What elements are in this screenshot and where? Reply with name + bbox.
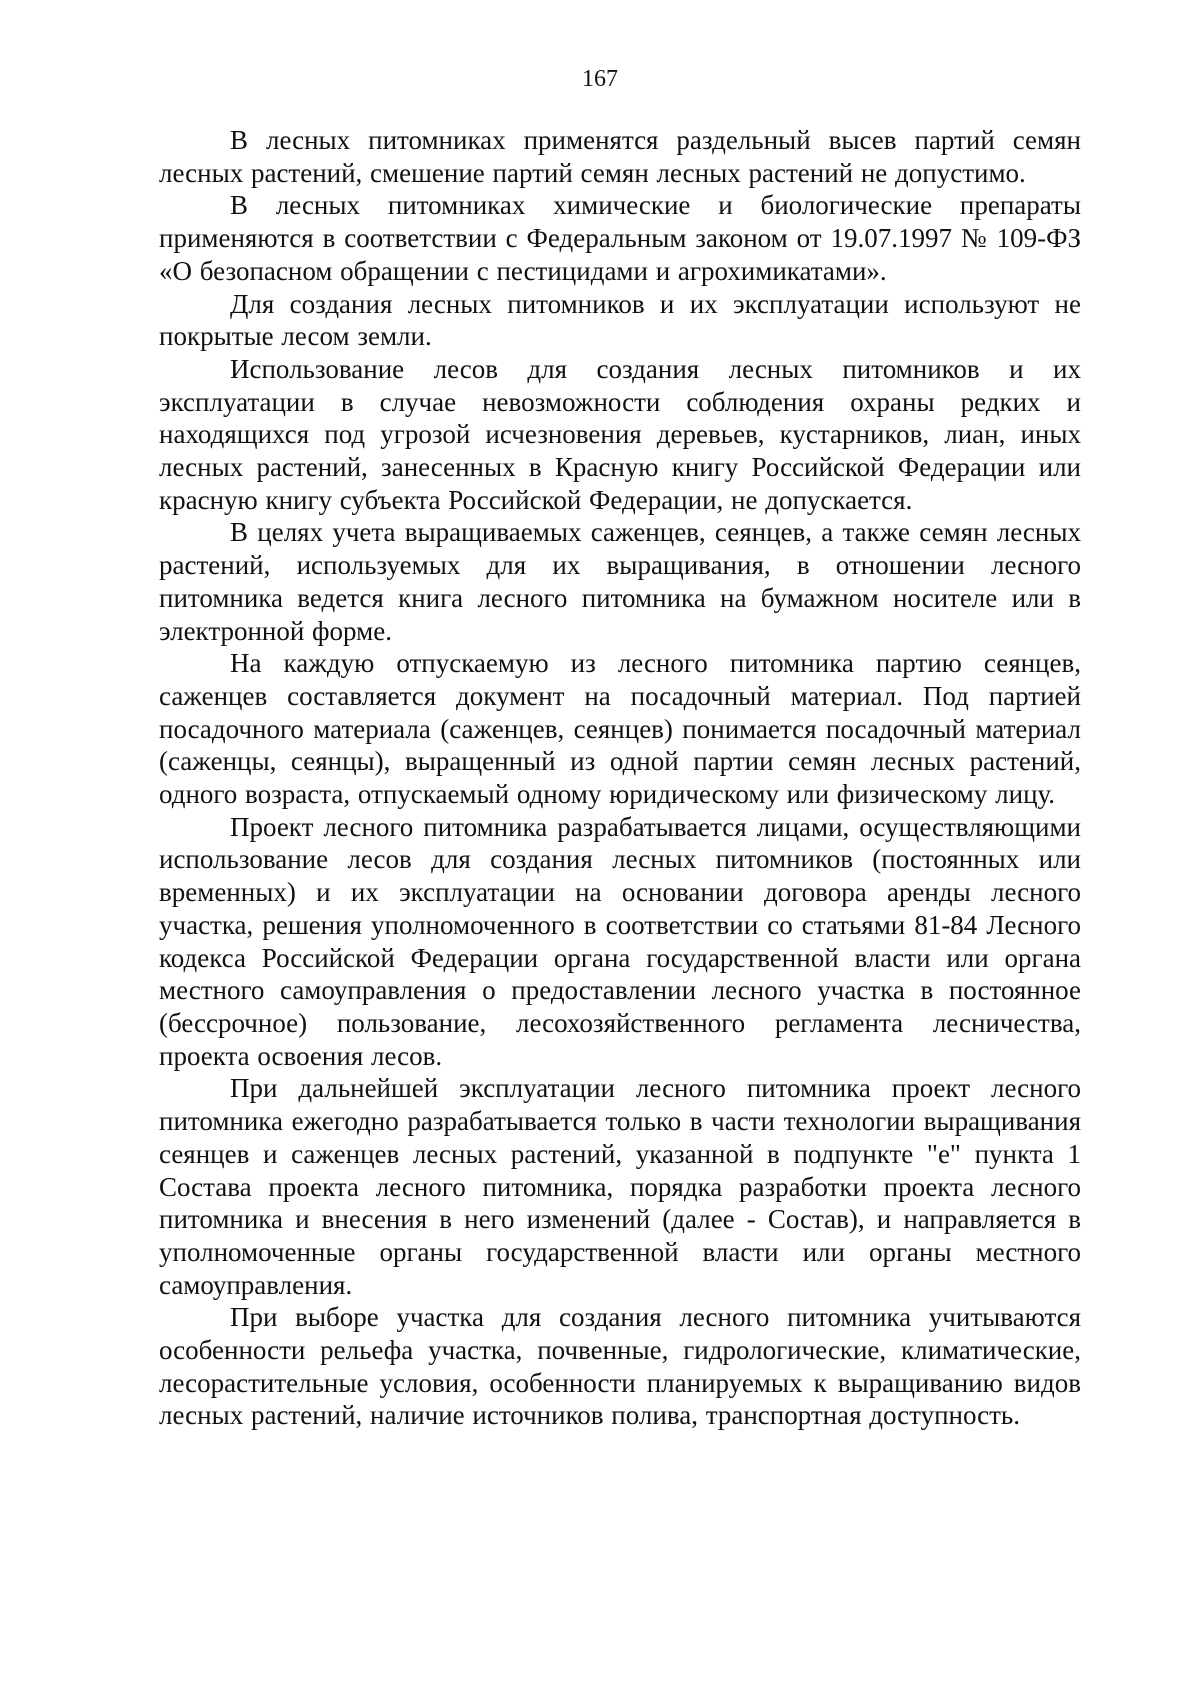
paragraph: При выборе участка для создания лесного питомника учитываются особенности рельефа участка, почвенные, гидрологические, климатические, лесорастительные условия, особенности планируемых к выращиванию видов лесных растений, наличие источников полива, транспортная доступность. [159,1302,1081,1431]
paragraph: На каждую отпускаемую из лесного питомника партию сеянцев, саженцев составляется документ на посадочный материал. Под партией посадочного материала (саженцев, сеянцев) понимается посадочный материал (саженцы, сеянцы), выращенный из одной партии семян лесных растений, одного возраста, отпускаемый одному юридическому или физическому лицу. [159,648,1081,810]
paragraph: Проект лесного питомника разрабатывается лицами, осуществляющими использование лесов для создания лесных питомников (постоянных или временных) и их эксплуатации на основании договора аренды лесного участка, решения уполномоченного в соответствии со статьями 81-84 Лесного кодекса Российской Федерации органа государственной власти или органа местного самоуправления о предоставлении лесного участка в постоянное (бессрочное) пользование, лесохозяйственного регламента лесничества, проекта освоения лесов. [159,811,1081,1071]
paragraph: Для создания лесных питомников и их эксплуатации используют не покрытые лесом земли. [159,288,1081,352]
page-number: 167 [582,66,618,92]
paragraph: В целях учета выращиваемых саженцев, сеянцев, а также семян лесных растений, используемых для их выращивания, в отношении лесного питомника ведется книга лесного питомника на бумажном носителе или в электронной форме. [159,517,1081,646]
body-text [159,124,1081,1432]
paragraph: При дальнейшей эксплуатации лесного питомника проект лесного питомника ежегодно разрабатывается только в части технологии выращивания сеянцев и саженцев лесных растений, указанной в подпункте "е" пункта 1 Состава проекта лесного питомника, порядка разработки проекта лесного питомника и внесения в него изменений (далее - Состав), и направляется в уполномоченные органы государственной власти или органы местного самоуправления. [159,1073,1081,1300]
paragraph: Использование лесов для создания лесных питомников и их эксплуатации в случае невозможности соблюдения охраны редких и находящихся под угрозой исчезновения деревьев, кустарников, лиан, иных лесных растений, занесенных в Красную книгу Российской Федерации или красную книгу субъекта Российской Федерации, не допускается. [159,353,1081,515]
paragraph: В лесных питомниках применятся раздельный высев партий семян лесных растений, смешение партий семян лесных растений не допустимо. [159,125,1081,188]
paragraph: В лесных питомниках химические и биологические препараты применяются в соответствии с Федеральным законом от 19.07.1997 № 109-ФЗ «О безопасном обращении с пестицидами и агрохимикатами». [159,190,1081,286]
